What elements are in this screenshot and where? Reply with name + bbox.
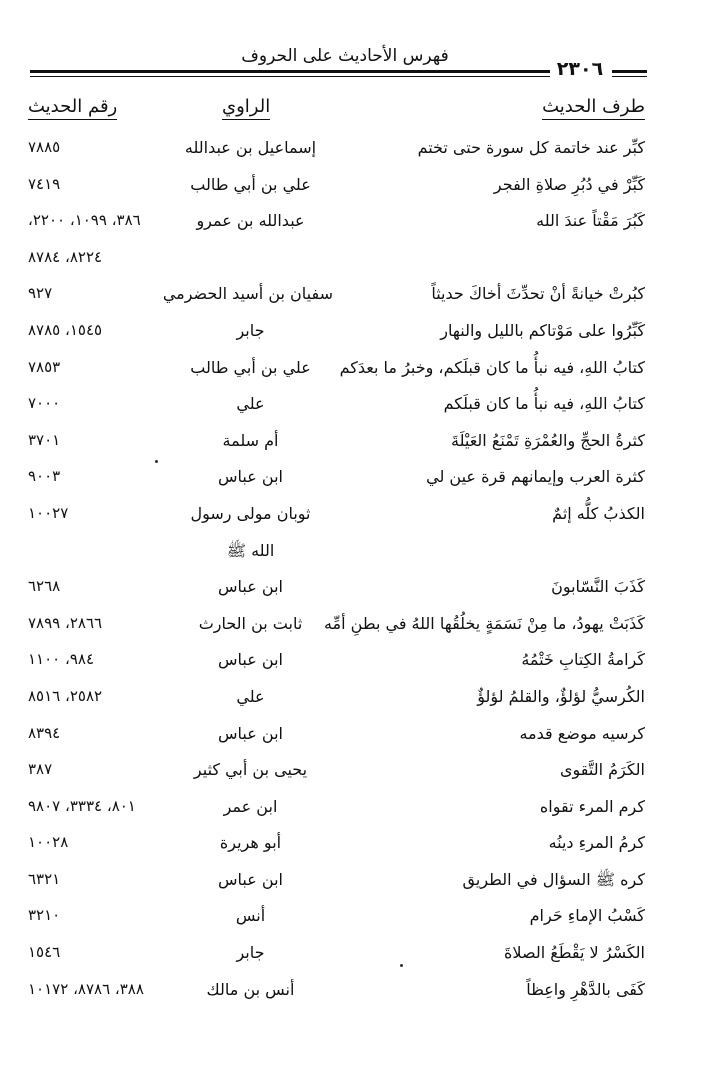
table-row (0, 276, 703, 313)
narrator: علي بن أبي طالب (190, 357, 311, 377)
hadith-number: ١٥٤٥، ٨٧٨٥ (28, 320, 103, 339)
narrator: ثابت بن الحارث (198, 613, 303, 633)
hadith-text: كره ﷺ السؤال في الطريق (462, 869, 645, 889)
table-row (0, 423, 703, 460)
hadith-text: كَرامةُ الكِتابِ خَتْمُهُ (521, 650, 645, 670)
narrator: أنس (235, 906, 266, 926)
table-row (0, 789, 703, 826)
hadith-text: الكذبُ كلُّه إثمٌ (552, 503, 645, 523)
hadith-number: ٦٣٢١ (28, 869, 61, 888)
narrator: جابر (236, 943, 265, 963)
header-rule-thick-right (612, 70, 647, 73)
table-row (0, 350, 703, 387)
narrator: ثوبان مولى رسول (190, 503, 311, 523)
table-row (0, 496, 703, 533)
hadith-number: ٩٢٧ (28, 284, 53, 303)
hadith-number: ٨٣٩٤ (28, 723, 61, 742)
print-speck (400, 964, 403, 967)
narrator: ابن عباس (218, 869, 283, 889)
hadith-number: ١٠٠٢٨ (28, 833, 69, 852)
column-header-hadith: طرف الحديث (542, 96, 645, 120)
narrator: عبدالله بن عمرو (196, 211, 305, 231)
narrator: سفيان بن أسيد الحضرمي (162, 284, 333, 304)
table-row (0, 130, 703, 167)
narrator: علي (236, 394, 265, 414)
hadith-number: ٢٥٨٢، ٨٥١٦ (28, 686, 103, 705)
table-row (0, 972, 703, 1009)
header-rule-thick-left (30, 70, 550, 73)
narrator: ابن عباس (218, 577, 283, 597)
narrator: ابن عباس (218, 723, 283, 743)
table-row (0, 533, 703, 570)
narrator: أنس بن مالك (206, 979, 295, 999)
hadith-number: ٣٢١٠ (28, 906, 61, 925)
hadith-text: كَذَبَ النَّسّابونَ (551, 577, 645, 597)
table-row (0, 716, 703, 753)
hadith-number: ٣٨٦، ١٠٩٩، ٢٢٠٠، (28, 211, 141, 230)
table-row (0, 752, 703, 789)
table-row (0, 606, 703, 643)
page-number: ٢٣٠٦ (556, 58, 604, 80)
narrator: جابر (236, 320, 265, 340)
hadith-text: كثرةُ الحجِّ والعُمْرَةِ تَمْنَعُ العَيْلَةَ (451, 430, 645, 450)
narrator: علي (236, 686, 265, 706)
hadith-number: ٣٧٠١ (28, 430, 61, 449)
header-rule-thin-left (30, 76, 550, 77)
hadith-number: ١٥٤٦ (28, 943, 61, 962)
narrator: ابن عمر (223, 796, 278, 816)
hadith-text: الكُرسيُّ لؤلؤٌ، والقلمُ لؤلؤٌ (477, 686, 645, 706)
table-row (0, 935, 703, 972)
table-row (0, 862, 703, 899)
hadith-text: كرسيه موضع قدمه (519, 723, 645, 743)
hadith-number: ٧٠٠٠ (28, 394, 61, 413)
header-rule-thin-right (612, 76, 647, 77)
hadith-number: ٢٨٦٦، ٧٨٩٩ (28, 613, 103, 632)
hadith-number: ٣٨٧ (28, 760, 53, 779)
hadith-text: كرم المرء تقواه (539, 796, 645, 816)
table-row (0, 203, 703, 240)
print-speck (155, 460, 158, 463)
narrator: علي بن أبي طالب (190, 174, 311, 194)
hadith-index-table (0, 130, 703, 1008)
hadith-text: الكَرَمُ التَّقوى (559, 760, 645, 780)
hadith-number: ٦٢٦٨ (28, 577, 61, 596)
hadith-text: كتابُ اللهِ، فيه نبأُ ما كان قبلَكم، وخبرُ ما بعدَكم (339, 357, 645, 377)
hadith-text: كَسْبُ الإماءِ حَرام (529, 906, 645, 926)
hadith-text: كَفَى بالدَّهْرِ واعِظاً (526, 979, 645, 999)
hadith-number: ٨٠١، ٣٣٣٤، ٩٨٠٧ (28, 796, 136, 815)
page-title: فهرس الأحاديث على الحروف (241, 46, 449, 66)
hadith-text: كَذَبَتْ يهودُ، ما مِنْ نَسَمَةٍ يخلُقُها اللهُ في بطنِ أمِّه (323, 613, 645, 633)
table-row (0, 642, 703, 679)
table-row (0, 898, 703, 935)
narrator: يحيى بن أبي كثير (193, 760, 308, 780)
hadith-text: كثرة العرب وإيمانهم قرة عين لي (426, 467, 645, 487)
hadith-text: الكَسْرُ لا يَقْطَعُ الصلاةَ (504, 943, 645, 963)
table-row (0, 679, 703, 716)
hadith-text: كرمُ المرءِ دينُه (548, 833, 645, 853)
hadith-text: كَبِّرْ في دُبُرِ صلاةِ الفجر (493, 174, 645, 194)
narrator: أم سلمة (222, 430, 279, 450)
table-row (0, 825, 703, 862)
narrator: الله ﷺ (226, 540, 275, 560)
hadith-number: ٧٨٥٣ (28, 357, 61, 376)
table-row (0, 569, 703, 606)
column-header-number: رقم الحديث (28, 96, 117, 120)
table-row (0, 459, 703, 496)
hadith-text: كبُرتْ خيانةً أنْ تحدِّثَ أخاكَ حديثاً (431, 284, 645, 304)
narrator: إسماعيل بن عبدالله (184, 138, 317, 157)
hadith-number: ٧٤١٩ (28, 174, 61, 193)
hadith-number: ١٠٠٢٧ (28, 503, 69, 522)
table-row (0, 240, 703, 277)
hadith-text: كَبُرَ مَقْتاً عندَ الله (536, 211, 645, 231)
table-row (0, 167, 703, 204)
hadith-number: ٣٨٨، ٨٧٨٦، ١٠١٧٢ (28, 979, 144, 998)
hadith-text: كَبِّرُوا على مَوْتاكم بالليل والنهار (440, 320, 645, 340)
column-header-narrator: الراوي (222, 96, 270, 120)
narrator: أبو هريرة (219, 833, 282, 853)
hadith-text: كبِّر عند خاتمة كل سورة حتى تختم (417, 138, 645, 157)
table-row (0, 313, 703, 350)
narrator: ابن عباس (218, 467, 283, 487)
narrator: ابن عباس (218, 650, 283, 670)
hadith-number: ٧٨٨٥ (28, 138, 61, 156)
table-row (0, 386, 703, 423)
hadith-number: ٩٠٠٣ (28, 467, 61, 486)
hadith-text: كتابُ اللهِ، فيه نبأُ ما كان قبلَكم (443, 394, 645, 414)
hadith-number: ٨٢٢٤، ٨٧٨٤ (28, 247, 103, 266)
hadith-number: ٩٨٤، ١١٠٠ (28, 650, 95, 669)
